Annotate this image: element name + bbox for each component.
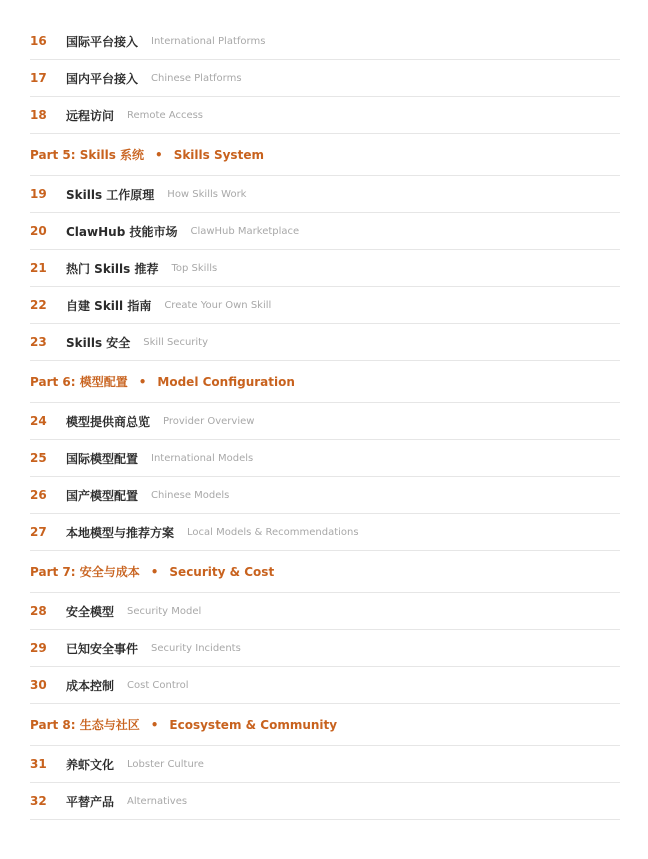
chapter-number: 22 xyxy=(30,298,47,312)
chapter-title-zh: 国产模型配置 xyxy=(66,488,139,503)
toc-item-28[interactable] xyxy=(30,593,620,630)
chapter-title-zh: 本地模型与推荐方案 xyxy=(66,525,175,540)
chapter-title-en: Lobster Culture xyxy=(127,758,204,770)
toc-item-30[interactable] xyxy=(30,667,620,704)
part-label-en: Ecosystem & Community xyxy=(169,717,338,732)
toc-item-20[interactable] xyxy=(30,213,620,250)
chapter-number: 24 xyxy=(30,414,47,428)
chapter-title-en: Top Skills xyxy=(171,262,218,274)
chapter-number: 30 xyxy=(30,678,47,692)
toc-item-17[interactable] xyxy=(30,60,620,97)
chapter-number: 28 xyxy=(30,604,47,618)
chapter-title-en: International Models xyxy=(151,452,254,464)
chapter-title-zh: 国内平台接入 xyxy=(66,71,139,86)
chapter-title-en: Remote Access xyxy=(127,109,204,121)
toc-item-25[interactable] xyxy=(30,440,620,477)
chapter-title-en: Provider Overview xyxy=(163,415,255,427)
chapter-title-en: Security Incidents xyxy=(151,642,241,654)
table-of-contents xyxy=(30,23,620,820)
toc-item-27[interactable] xyxy=(30,514,620,551)
chapter-number: 16 xyxy=(30,34,47,48)
chapter-number: 29 xyxy=(30,641,47,655)
chapter-title-en: Cost Control xyxy=(127,679,189,691)
chapter-number: 17 xyxy=(30,71,47,85)
chapter-number: 25 xyxy=(30,451,47,465)
chapter-title-zh: 已知安全事件 xyxy=(66,641,139,656)
part-heading-8 xyxy=(30,704,620,746)
chapter-number: 19 xyxy=(30,187,47,201)
part-heading-7 xyxy=(30,551,620,593)
chapter-title-zh: 自建 Skill 指南 xyxy=(66,298,152,313)
toc-item-18[interactable] xyxy=(30,97,620,134)
toc-item-23[interactable] xyxy=(30,324,620,361)
chapter-title-zh: 热门 Skills 推荐 xyxy=(66,261,159,276)
chapter-title-en: Local Models & Recommendations xyxy=(187,526,359,538)
part-separator: • xyxy=(155,147,163,162)
chapter-title-zh: 模型提供商总览 xyxy=(66,414,151,429)
part-heading-5 xyxy=(30,134,620,176)
chapter-title-en: International Platforms xyxy=(151,35,266,47)
toc-item-19[interactable] xyxy=(30,176,620,213)
chapter-number: 20 xyxy=(30,224,47,238)
part-label: Part 5: Skills 系统 xyxy=(30,148,145,162)
part-label: Part 7: 安全与成本 xyxy=(30,565,140,579)
chapter-number: 32 xyxy=(30,794,47,808)
part-separator: • xyxy=(138,374,147,389)
chapter-title-en: Chinese Platforms xyxy=(151,72,242,84)
chapter-title-zh: 远程访问 xyxy=(66,108,115,123)
part-label-en: Skills System xyxy=(173,147,264,162)
part-separator: • xyxy=(150,717,159,732)
chapter-title-zh: 养虾文化 xyxy=(66,757,115,772)
chapter-title-zh: 平替产品 xyxy=(66,794,115,809)
toc-item-26[interactable] xyxy=(30,477,620,514)
chapter-title-en: Chinese Models xyxy=(151,489,230,501)
chapter-title-zh: 安全模型 xyxy=(66,604,115,619)
toc-item-31[interactable] xyxy=(30,746,620,783)
chapter-number: 18 xyxy=(30,108,47,122)
part-heading-6 xyxy=(30,361,620,403)
chapter-number: 27 xyxy=(30,525,47,539)
chapter-title-en: ClawHub Marketplace xyxy=(190,225,300,237)
chapter-number: 23 xyxy=(30,335,47,349)
toc-item-21[interactable] xyxy=(30,250,620,287)
chapter-title-zh: Skills 工作原理 xyxy=(66,187,155,202)
chapter-number: 26 xyxy=(30,488,47,502)
toc-item-32[interactable] xyxy=(30,783,620,820)
toc-item-29[interactable] xyxy=(30,630,620,667)
chapter-number: 31 xyxy=(30,757,47,771)
chapter-title-en: Alternatives xyxy=(127,795,188,807)
part-label: Part 6: 模型配置 xyxy=(30,375,128,389)
part-label: Part 8: 生态与社区 xyxy=(30,718,140,732)
chapter-title-zh: 国际平台接入 xyxy=(66,34,139,49)
chapter-title-zh: 国际模型配置 xyxy=(66,451,139,466)
part-label-en: Security & Cost xyxy=(169,564,275,579)
part-separator: • xyxy=(150,564,159,579)
part-label-en: Model Configuration xyxy=(157,374,295,389)
toc-item-16[interactable] xyxy=(30,23,620,60)
chapter-title-zh: 成本控制 xyxy=(66,678,115,693)
toc-item-24[interactable] xyxy=(30,403,620,440)
chapter-title-en: Create Your Own Skill xyxy=(164,299,272,311)
chapter-title-zh: Skills 安全 xyxy=(66,335,131,350)
chapter-title-zh: ClawHub 技能市场 xyxy=(66,224,178,239)
chapter-number: 21 xyxy=(30,261,47,275)
chapter-title-en: Security Model xyxy=(127,605,202,617)
toc-item-22[interactable] xyxy=(30,287,620,324)
chapter-title-en: Skill Security xyxy=(143,336,209,348)
chapter-title-en: How Skills Work xyxy=(167,188,247,200)
